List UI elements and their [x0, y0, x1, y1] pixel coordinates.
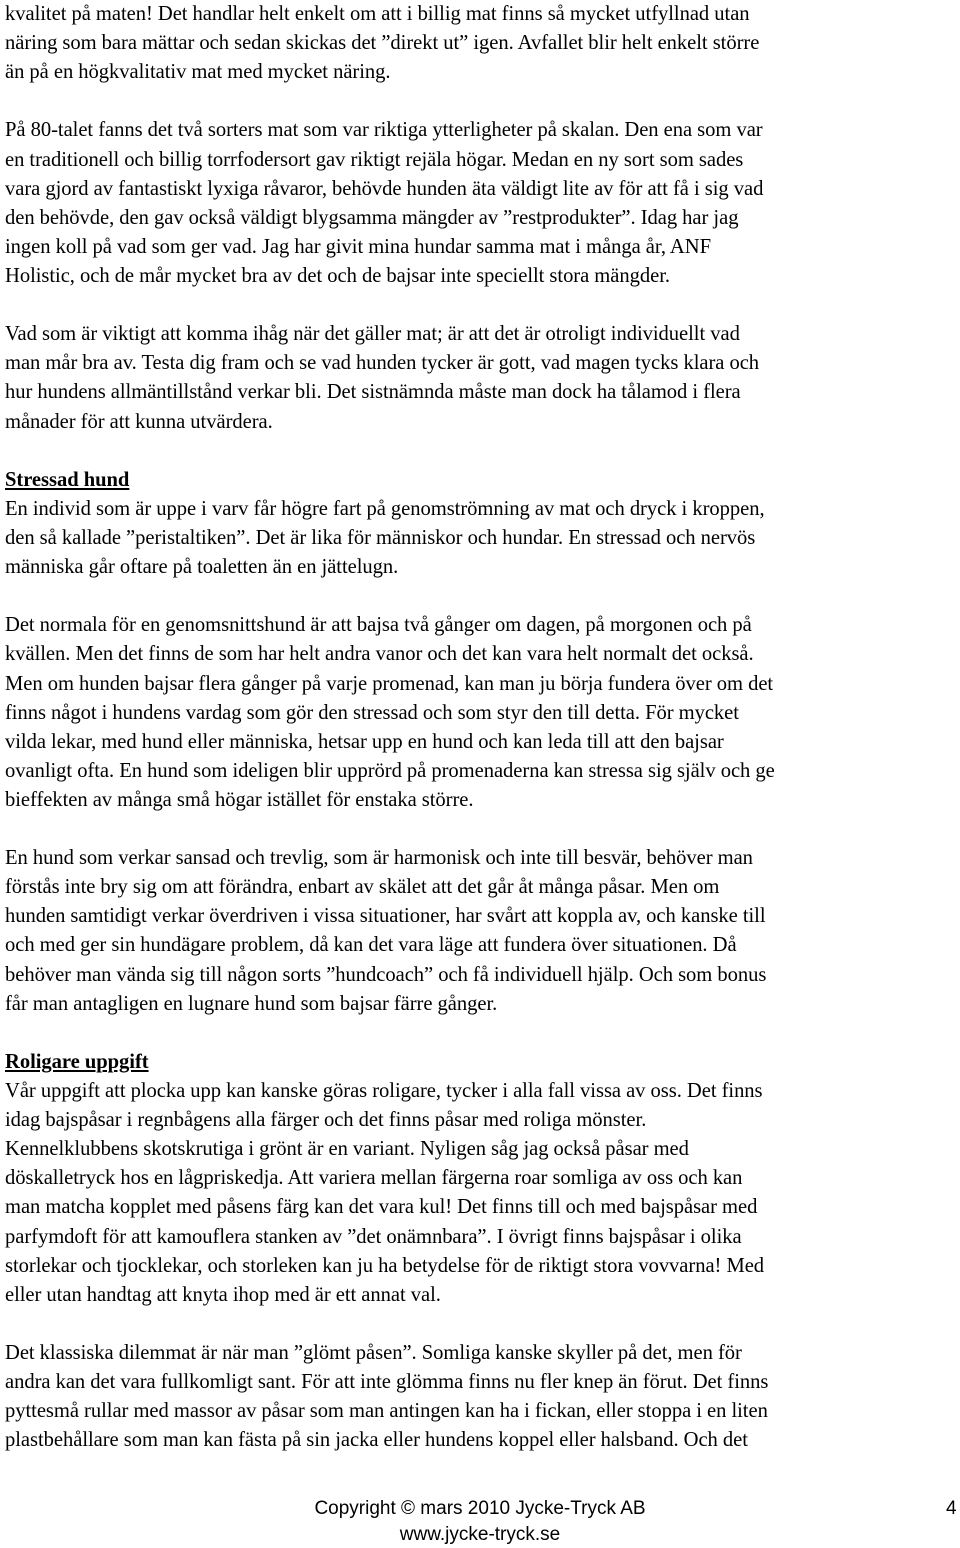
paragraph: [5, 116, 957, 291]
text-line: ingen koll på vad som ger vad. Jag har givit mina hundar samma mat i många år, ANF: [5, 235, 711, 258]
text-line: den så kallade ”peristaltiken”. Det är lika för människor och hundar. En stressad och nervös: [5, 526, 756, 549]
text-line: parfymdoft för att kamouflera stanken av ”det onämnbara”. I övrigt finns bajspåsar i olika: [5, 1225, 742, 1248]
text-line: döskalletryck hos en lågpriskedja. Att variera mellan färgerna roar somliga av oss och kan: [5, 1167, 743, 1190]
text-line: den behövde, den gav också väldigt blygsamma mängder av ”restprodukter”. Idag har jag: [5, 206, 739, 229]
text-line: Vår uppgift att plocka upp kan kanske göras roligare, tycker i alla fall vissa av oss. Det finns: [5, 1080, 763, 1103]
website-link[interactable]: www.jycke-tryck.se: [399, 1524, 561, 1545]
text-line: behöver man vända sig till någon sorts ”hundcoach” och få individuell hjälp. Och som bonus: [5, 963, 767, 986]
text-line: andra kan det vara fullkomligt sant. För att inte glömma finns nu fler knep än förut. Det finns: [5, 1371, 769, 1394]
text-line: vilda lekar, med hund eller människa, hetsar upp en hund och kan leda till att den bajsar: [5, 730, 724, 753]
text-line: Men om hunden bajsar flera gånger på varje promenad, kan man ju börja fundera över om det: [5, 672, 774, 695]
text-line: bieffekten av många små högar istället för enstaka större.: [5, 788, 474, 811]
section-heading: Stressad hund: [5, 468, 130, 491]
text-line: kvalitet på maten! Det handlar helt enkelt om att i billig mat finns så mycket utfyllnad utan: [5, 3, 750, 25]
text-line: vara gjord av fantastiskt lyxiga råvaror, behövde hunden äta väldigt lite av för att få i sig vad: [5, 177, 764, 200]
text-line: eller utan handtag att knyta ihop med är ett annat val.: [5, 1283, 441, 1306]
text-line: pyttesmå rullar med massor av påsar som man antingen kan ha i fickan, eller stoppa i en liten: [5, 1400, 768, 1423]
text-line: man matcha kopplet med påsens färg kan det vara kul! Det finns till och med bajspåsar med: [5, 1196, 758, 1219]
text-line: ovanligt ofta. En hund som ideligen blir upprörd på promenaderna kan stressa sig själv och ge: [5, 759, 775, 782]
text-line: plastbehållare som man kan fästa på sin jacka eller hundens koppel eller halsband. Och det: [5, 1429, 748, 1452]
paragraph: [5, 0, 957, 87]
text-line: En individ som är uppe i varv får högre fart på genomströmning av mat och dryck i kroppen,: [5, 497, 765, 520]
text-line: hunden samtidigt verkar överdriven i vissa situationer, har svårt att koppla av, och kanske till: [5, 905, 766, 928]
text-line: månader för att kunna utvärdera.: [5, 410, 273, 433]
document-page: [5, 0, 957, 1455]
paragraph: [5, 844, 957, 1019]
text-line: kvällen. Men det finns de som har helt andra vanor och det kan vara helt normalt det också.: [5, 643, 754, 666]
text-line: hur hundens allmäntillstånd verkar bli. Det sistnämnda måste man dock ha tålamod i flera: [5, 381, 741, 404]
text-line: På 80-talet fanns det två sorters mat som var riktiga ytterligheter på skalan. Den ena som var: [5, 119, 763, 142]
text-line: man mår bra av. Testa dig fram och se vad hunden tycker är gott, vad magen tycks klara och: [5, 352, 760, 375]
text-line: finns något i hundens vardag som gör den stressad och som styr den till detta. För mycket: [5, 701, 739, 724]
paragraph: [5, 611, 957, 815]
page-footer: [0, 1496, 960, 1548]
section-stressad-hund: [5, 466, 957, 582]
text-line: förstås inte bry sig om att förändra, enbart av skälet att det går åt många påsar. Men om: [5, 876, 720, 899]
copyright-notice: Copyright © mars 2010 Jycke-Tryck AB: [314, 1498, 646, 1519]
text-line: Vad som är viktigt att komma ihåg när det gäller mat; är att det är otroligt individuellt vad: [5, 323, 740, 346]
text-line: näring som bara mättar och sedan skickas det ”direkt ut” igen. Avfallet blir helt enkelt större: [5, 32, 760, 55]
section-heading: Roligare uppgift: [5, 1050, 149, 1073]
text-line: Kennelklubbens skotskrutiga i grönt är en variant. Nyligen såg jag också påsar med: [5, 1138, 689, 1161]
paragraph: [5, 1339, 957, 1455]
text-line: människa går oftare på toaletten än en jättelugn.: [5, 556, 399, 579]
text-line: storlekar och tjocklekar, och storleken kan ju ha betydelse för de riktigt stora vovvarna! Med: [5, 1254, 765, 1277]
text-line: än på en högkvalitativ mat med mycket näring.: [5, 61, 391, 84]
text-line: får man antagligen en lugnare hund som bajsar färre gånger.: [5, 992, 498, 1015]
section-roligare-uppgift: [5, 1048, 957, 1310]
text-line: och med ger sin hundägare problem, då kan det vara läge att fundera över situationen. Då: [5, 934, 737, 957]
text-line: idag bajspåsar i regnbågens alla färger och det finns påsar med roliga mönster.: [5, 1109, 647, 1132]
text-line: Holistic, och de mår mycket bra av det och de bajsar inte speciellt stora mängder.: [5, 264, 670, 287]
page-number: 4: [946, 1498, 957, 1519]
text-line: En hund som verkar sansad och trevlig, som är harmonisk och inte till besvär, behöver man: [5, 847, 753, 870]
text-line: Det normala för en genomsnittshund är att bajsa två gånger om dagen, på morgonen och på: [5, 614, 752, 637]
paragraph: [5, 320, 957, 436]
text-line: en traditionell och billig torrfodersort gav riktigt rejäla högar. Medan en ny sort som sades: [5, 148, 744, 171]
text-line: Det klassiska dilemmat är när man ”glömt påsen”. Somliga kanske skyller på det, men för: [5, 1341, 742, 1364]
